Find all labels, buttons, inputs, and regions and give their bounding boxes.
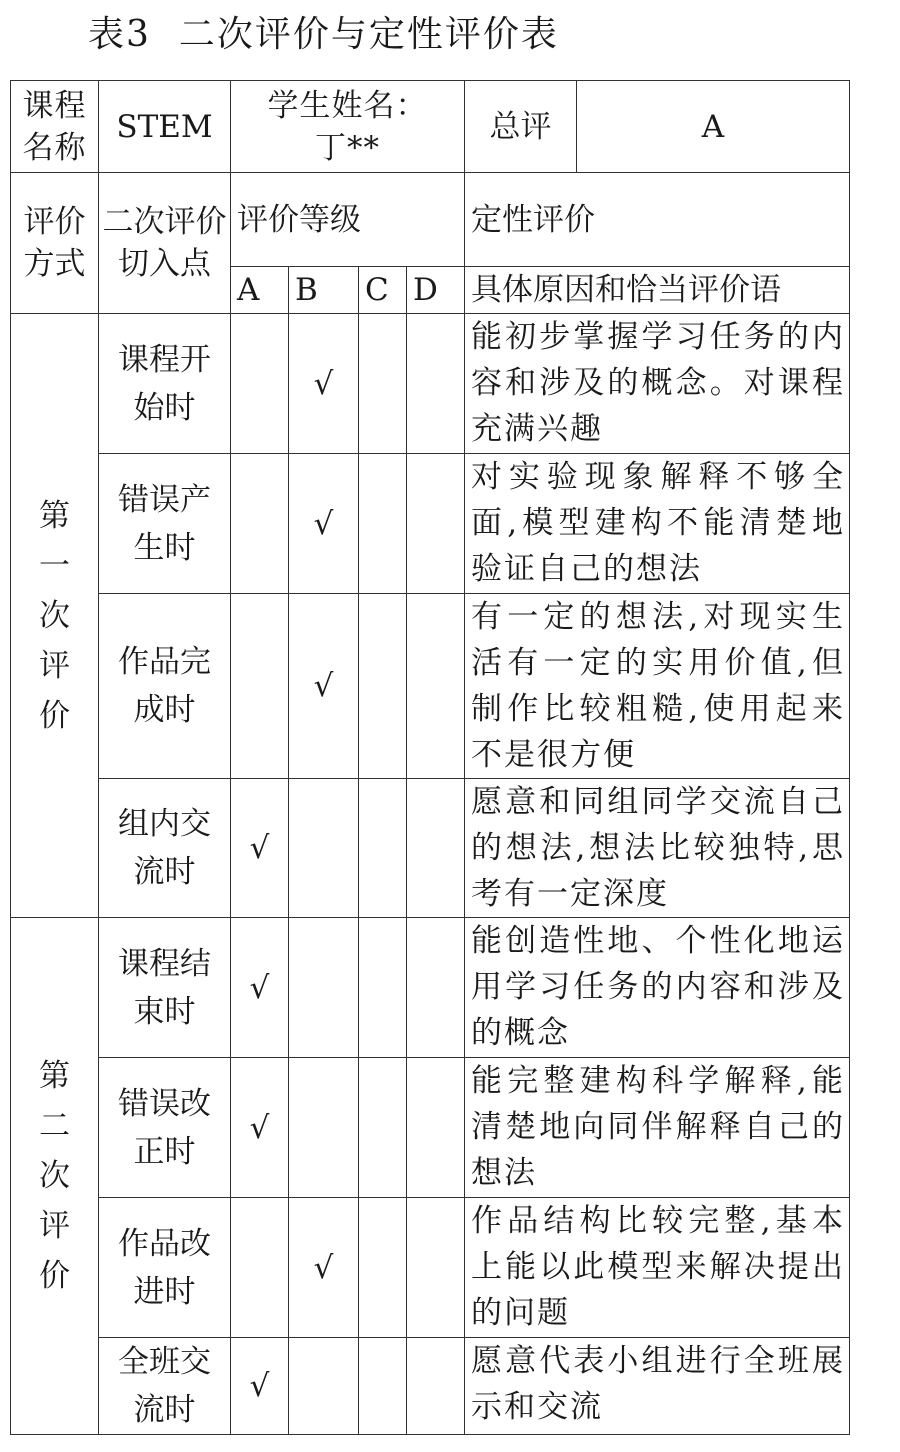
grade-letter-d: D [407,267,465,314]
grade-letter-c: C [359,267,407,314]
grade-cell-d [407,1058,465,1198]
grade-cell-c [359,918,407,1058]
check-mark: √ [313,505,334,542]
group-name-cell [11,918,99,1435]
comment-cell: 作品结构比较完整,基本上能以此模型来解决提出的问题 [465,1198,850,1338]
grade-letter-a: A [231,267,289,314]
group-name: 第二次评价 [38,1058,70,1294]
grade-cell-c [359,454,407,594]
entry-point-text: 课程开始时 [118,341,211,426]
table-row [11,1338,850,1435]
grade-cell-a [231,314,289,454]
qual-label-cell: 定性评价 [465,173,850,267]
grade-cell-d [407,1198,465,1338]
grade-cell-d [407,918,465,1058]
table-row [11,1058,850,1198]
grade-cell-a [231,1198,289,1338]
caption-label: 表3 [88,14,151,55]
check-mark: √ [249,969,270,1006]
grade-cell-c [359,314,407,454]
overall-value-cell: A [577,81,850,173]
grade-cell-c [359,1338,407,1435]
entry-point-cell [99,1198,231,1338]
grade-cell-d [407,454,465,594]
check-mark: √ [313,1249,334,1286]
course-label-cell: 课程名称 [11,81,99,173]
entry-point-cell [99,594,231,779]
comment-cell: 愿意代表小组进行全班展示和交流 [465,1338,850,1435]
grade-label-cell: 评价等级 [231,173,465,267]
grade-cell-c [359,779,407,918]
grade-cell-a [231,1338,289,1435]
entry-point-text: 错误改正时 [118,1085,211,1170]
grade-cell-d [407,594,465,779]
entry-point-cell [99,1338,231,1435]
entry-point-text: 作品完成时 [118,644,211,728]
entry-label-cell: 二次评价切入点 [99,173,231,314]
grade-cell-a [231,918,289,1058]
check-mark: √ [249,1109,270,1146]
grade-cell-a [231,454,289,594]
table-row [11,314,850,454]
reason-label-cell: 具体原因和恰当评价语 [465,267,850,314]
entry-point-cell [99,918,231,1058]
comment-cell: 能创造性地、个性化地运用学习任务的内容和涉及的概念 [465,918,850,1058]
table-row [11,594,850,779]
table-row [11,918,850,1058]
entry-point-text: 课程结束时 [118,945,211,1030]
grade-cell-d [407,779,465,918]
grade-cell-b [289,314,359,454]
header-row [11,81,850,173]
entry-point-text: 全班交流时 [118,1344,211,1428]
grade-cell-b [289,1338,359,1435]
grade-cell-b [289,454,359,594]
group-name-cell [11,314,99,918]
evaluation-table [10,80,850,1435]
method-label-cell: 评价方式 [11,173,99,314]
student-label: 学生姓名： [267,87,428,124]
grade-cell-c [359,1198,407,1338]
check-mark: √ [249,1368,270,1404]
grade-cell-a [231,594,289,779]
check-mark: √ [313,365,334,402]
check-mark: √ [313,668,334,704]
grade-cell-c [359,594,407,779]
table-caption [88,6,559,57]
entry-point-cell [99,314,231,454]
entry-point-text: 组内交流时 [118,806,211,890]
group-name: 第一次评价 [38,497,70,734]
entry-point-text: 错误产生时 [118,481,211,566]
entry-point-cell [99,779,231,918]
grade-cell-a [231,779,289,918]
caption-title: 二次评价与定性评价表 [178,14,559,55]
grade-cell-b [289,779,359,918]
grade-letter-b: B [289,267,359,314]
comment-cell: 有一定的想法,对现实生活有一定的实用价值,但制作比较粗糙,使用起来不是很方便 [465,594,850,779]
grade-cell-d [407,1338,465,1435]
table-row [11,779,850,918]
grade-cell-d [407,314,465,454]
course-value-cell: STEM [99,81,231,173]
grade-cell-b [289,1198,359,1338]
student-value: 丁** [315,129,380,166]
check-mark: √ [249,830,270,866]
subheader-row [11,173,850,267]
grade-cell-b [289,594,359,779]
student-name-cell [231,81,465,173]
overall-label-cell: 总评 [465,81,577,173]
entry-point-text: 作品改进时 [118,1225,211,1310]
table-row [11,1198,850,1338]
comment-cell: 能完整建构科学解释,能清楚地向同伴解释自己的想法 [465,1058,850,1198]
comment-cell: 对实验现象解释不够全面,模型建构不能清楚地验证自己的想法 [465,454,850,594]
entry-point-cell [99,1058,231,1198]
comment-cell: 能初步掌握学习任务的内容和涉及的概念。对课程充满兴趣 [465,314,850,454]
entry-point-cell [99,454,231,594]
grade-cell-b [289,918,359,1058]
grade-cell-b [289,1058,359,1198]
grade-cell-c [359,1058,407,1198]
table-row [11,454,850,594]
comment-cell: 愿意和同组同学交流自己的想法,想法比较独特,思考有一定深度 [465,779,850,918]
grade-cell-a [231,1058,289,1198]
